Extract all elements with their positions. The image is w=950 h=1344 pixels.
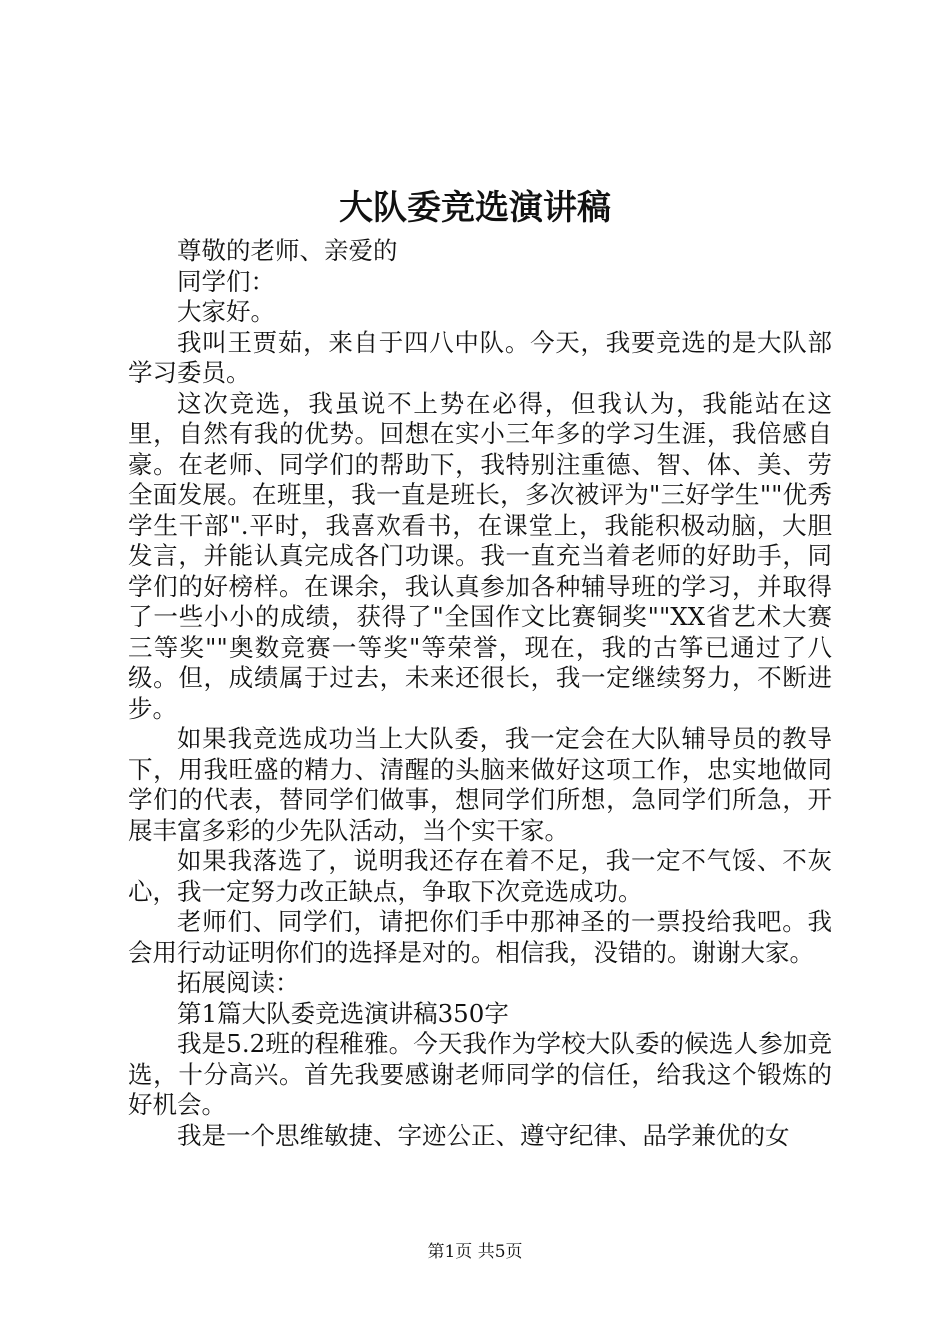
salutation-line-2: 同学们： xyxy=(177,266,275,296)
paragraph-if-not-elected: 如果我落选了，说明我还存在着不足，我一定不气馁、不灰心，我一定努力改正缺点，争取下次竞选成功。 xyxy=(128,846,832,906)
paragraph-introduction: 我叫王贾茹，来自于四八中队。今天，我要竞选的是大队部学习委员。 xyxy=(128,327,832,387)
paragraph-if-elected: 如果我竞选成功当上大队委，我一定会在大队辅导员的教导下，用我旺盛的精力、清醒的头脑来做好这项工作，忠实地做同学们的代表，替同学们做事，想同学们所想，急同学们所急，开展丰富多彩的少先队活动，当个实干家。 xyxy=(128,724,832,845)
article-1-paragraph-1: 我是5.2班的程稚雅。今天我作为学校大队委的候选人参加竞选，十分高兴。首先我要感谢老师同学的信任，给我这个锻炼的好机会。 xyxy=(128,1029,832,1119)
salutation-line-1: 尊敬的老师、亲爱的 xyxy=(177,236,398,265)
paragraph-closing: 老师们、同学们，请把你们手中那神圣的一票投给我吧。我会用行动证明你们的选择是对的。相信我，没错的。谢谢大家。 xyxy=(128,907,832,967)
extended-reading-heading: 拓展阅读： xyxy=(177,968,300,997)
document-body xyxy=(128,236,832,1151)
article-1-paragraph-2: 我是一个思维敏捷、字迹公正、遵守纪律、品学兼优的女 xyxy=(177,1120,790,1150)
article-1-heading: 第1篇大队委竞选演讲稿350字 xyxy=(177,998,509,1028)
document-title: 大队委竞选演讲稿 xyxy=(339,188,611,228)
paragraph-achievements: 这次竞选，我虽说不上势在必得，但我认为，我能站在这里，自然有我的优势。回想在实小三年多的学习生涯，我倍感自豪。在老师、同学们的帮助下，我特别注重德、智、体、美、劳全面发展。在班里，我一直是班长，多次被评为"三好学生""优秀学生干部".平时，我喜欢看书，在课堂上，我能积极动脑，大胆发言，并能认真完成各门功课。我一直充当着老师的好助手，同学们的好榜样。在课余，我认真参加各种辅导班的学习，并取得了一些小小的成绩，获得了"全国作文比赛铜奖""XX省艺术大赛三等奖""奥数竞赛一等奖"等荣誉，现在，我的古筝已通过了八级。但，成绩属于过去，未来还很长，我一定继续努力，不断进步。 xyxy=(128,388,832,723)
page-number-footer: 第1页 共5页 xyxy=(427,1242,523,1262)
greeting: 大家好。 xyxy=(177,297,275,326)
